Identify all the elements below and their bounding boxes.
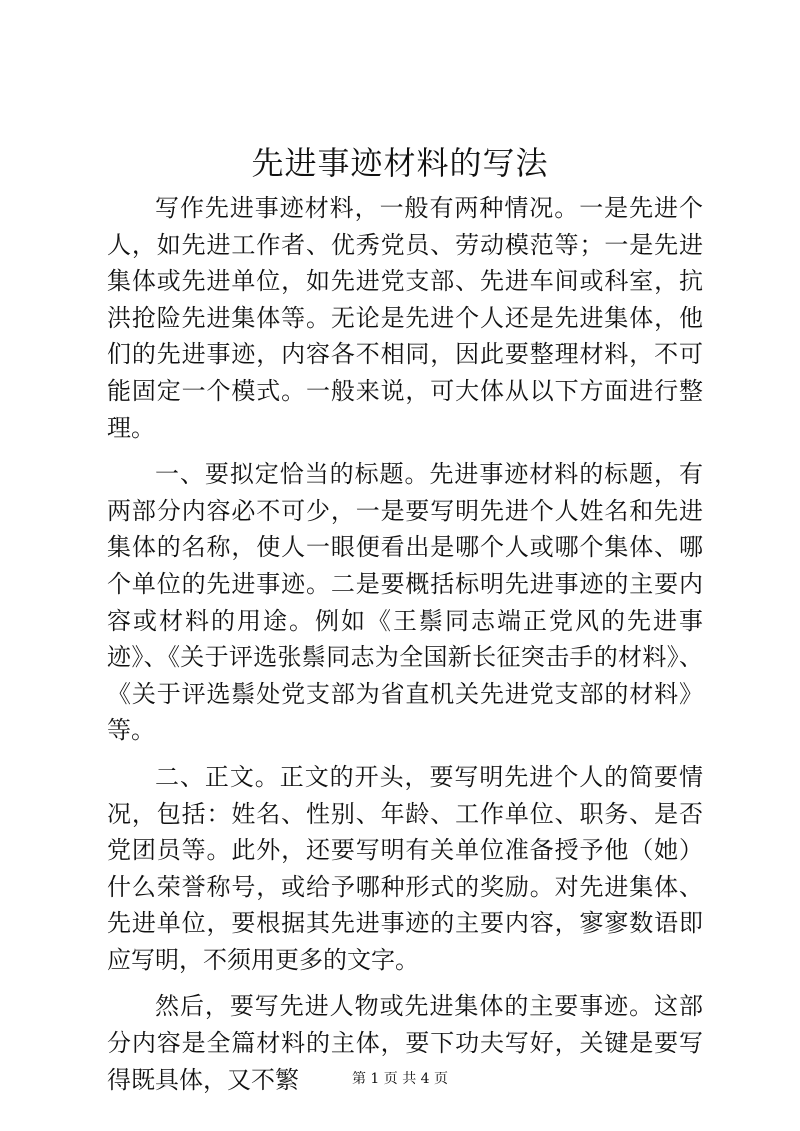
paragraph-main-deeds: 然后，要写先进人物或先进集体的主要事迹。这部分内容是全篇材料的主体，要下功夫写好，关键是要写得既具体，又不繁: [107, 992, 703, 1094]
page-footer: 第 1 页 共 4 页: [351, 1071, 449, 1087]
paragraph-intro: 写作先进事迹材料，一般有两种情况。一是先进个人，如先进工作者、优秀党员、劳动模范等；一是先进集体或先进单位，如先进党支部、先进车间或科室，抗洪抢险先进集体等。无论是先进个人还是先进集体，他们的先进事迹，内容各不相同，因此要整理材料，不可能固定一个模式。一般来说，可大体从以下方面进行整理。: [107, 194, 703, 442]
document-body: [107, 190, 703, 1108]
paragraph-section-title: 一、要拟定恰当的标题。先进事迹材料的标题，有两部分内容必不可少，一是要写明先进个人姓名和先进集体的名称，使人一眼便看出是哪个人或哪个集体、哪个单位的先进事迹。二是要概括标明先进事迹的主要内容或材料的用途。例如《王鬃同志端正党风的先进事迹》、《关于评选张鬃同志为全国新长征突击手的材料》、《关于评选鬃处党支部为省直机关先进党支部的材料》等。: [107, 460, 703, 745]
paragraph-section-body: 二、正文。正文的开头，要写明先进个人的简要情况，包括：姓名、性别、年龄、工作单位、职务、是否党团员等。此外，还要写明有关单位准备授予他（她）什么荣誉称号，或给予哪种形式的奖励。对先进集体、先进单位，要根据其先进事迹的主要内容，寥寥数语即应写明，不须用更多的文字。: [107, 762, 703, 974]
page-title: 先进事迹材料的写法: [251, 144, 549, 182]
